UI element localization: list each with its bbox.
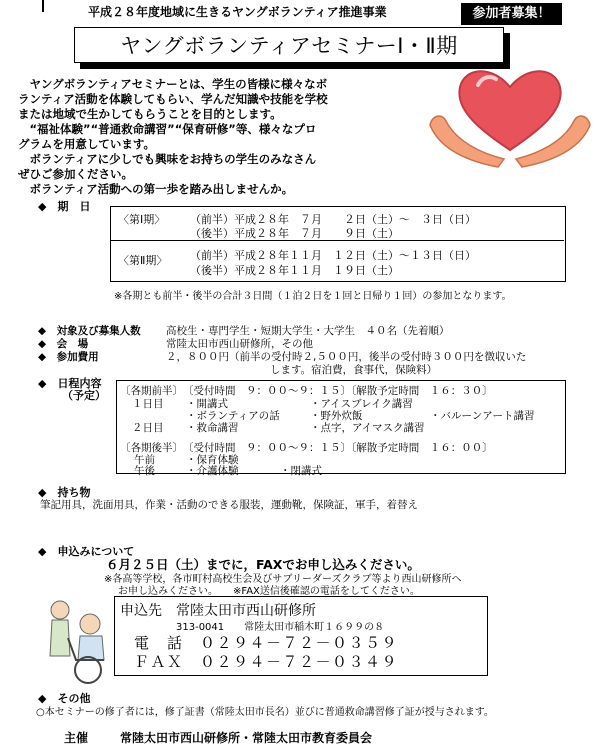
schedule-first-header: 〔各期前半〕 〔受付時間 ９：００～９：１５〕〔解散予定時間 １６：３０〕 bbox=[120, 385, 493, 397]
intro-line: ヤングボランティアセミナーとは、学生の皆様に様々なボ bbox=[18, 77, 328, 91]
day1-outdoor-cooking: ・野外炊飯 bbox=[310, 410, 363, 422]
program-line: 平成２８年度地域に生きるヤングボランティア推進事業 bbox=[88, 5, 387, 19]
venue-label: ◆ 会 場 bbox=[38, 338, 89, 350]
dates-note: ※各期とも前半・後半の合計３日間（１泊２日を１回と日帰り１回）の参加となります。 bbox=[114, 291, 512, 302]
term2-first: （前半）平成２８年１１月 １２日（土）～１３日（日） bbox=[190, 249, 476, 262]
day1-balloon-art: ・バルーンアート講習 bbox=[430, 410, 535, 422]
tel-label: 電 話 bbox=[134, 634, 184, 652]
heart-icon bbox=[459, 71, 560, 150]
recruitment-badge: 参加者募集！ bbox=[461, 3, 562, 25]
fax-label: ＦＡＸ bbox=[134, 653, 184, 671]
venue-value: 常陸太田市西山研修所，その他 bbox=[166, 338, 313, 350]
items-label: ◆ 持ち物 bbox=[38, 486, 91, 499]
application-deadline: ６月２５日（土）までに，FAXでお申し込みください。 bbox=[106, 557, 420, 572]
schedule-label: ◆ 日程内容 bbox=[38, 377, 102, 390]
am-value: ・保育体験 bbox=[186, 454, 239, 466]
heart-hands-illustration bbox=[420, 55, 600, 175]
other-value: ○本セミナーの修了者には，修了証書（常陸太田市長名）並びに普通救命講習修了証が授与されます。 bbox=[36, 707, 494, 718]
term1-second: （後半）平成２８年 ７月 ９日（土） bbox=[190, 227, 399, 240]
page-title: ヤングボランティアセミナーⅠ・Ⅱ期 bbox=[120, 34, 458, 58]
day1-volunteer-talk: ・ボランティアの話 bbox=[186, 410, 280, 422]
fee-value: ２，８００円（前半の受付時２,５００円，後半の受付時３００円を徴収いた bbox=[166, 351, 527, 363]
term1-name: 〈第Ⅰ期〉 bbox=[118, 213, 166, 226]
day1-label: １日目 bbox=[132, 398, 164, 410]
items-value: 筆記用具，洗面用具，作業・活動のできる服装，運動靴，保険証，軍手，着替え bbox=[40, 499, 418, 511]
term2-second: （後半）平成２８年１１月 １９日（土） bbox=[190, 264, 399, 277]
intro-line: ボランティア活動への第一歩を踏み出しませんか。 bbox=[18, 182, 294, 196]
pm-label: 午後 bbox=[134, 465, 155, 477]
intro-text bbox=[18, 77, 433, 197]
intro-line: ランティア活動を体験してもらい、学んだ知識や技能を学校 bbox=[18, 92, 328, 106]
organizer-value: 常陸太田市西山研修所・常陸太田市教育委員会 bbox=[120, 731, 373, 745]
intro-line: “福祉体験”“普通救命講習”“保育研修”等、様々なプロ bbox=[18, 122, 317, 136]
top-rule bbox=[42, 0, 44, 12]
organizer-label: 主催 bbox=[64, 731, 89, 745]
pm-closing: ・閉講式 bbox=[280, 465, 322, 477]
am-label: 午前 bbox=[134, 454, 155, 466]
term1-first: （前半）平成２８年 ７月 ２日（土）～ ３日（日） bbox=[190, 213, 476, 226]
application-line1: ※各高等学校，各市町村高校生会及びサブリーダーズクラブ等より西山研修所へ bbox=[104, 574, 462, 585]
target-value: 高校生・専門学生・短期大学生・大学生 ４０名（先着順） bbox=[166, 325, 450, 337]
intro-line: グラムを用意しています。 bbox=[18, 137, 155, 151]
wheelchair-illustration bbox=[42, 590, 120, 686]
target-label: ◆ 対象及び募集人数 bbox=[38, 325, 141, 337]
application-address: 313-0041 常陸太田市稲木町１６９９の８ bbox=[176, 622, 385, 633]
day2-label: ２日目 bbox=[132, 422, 164, 434]
tel-value: ０２９４－７２－０３５９ bbox=[200, 634, 399, 652]
day1-opening: ・開講式 bbox=[186, 398, 228, 410]
term2-name: 〈第Ⅱ期〉 bbox=[118, 254, 168, 267]
day2-lifesaving: ・救命講習 bbox=[186, 422, 239, 434]
fax-value: ０２９４－７２－０３４９ bbox=[200, 653, 399, 671]
intro-line: ボランティアに少しでも興味をお持ちの学生のみなさん bbox=[18, 152, 317, 166]
application-label: ◆ 申込みについて bbox=[38, 545, 135, 558]
intro-line: ぜひご参加ください。 bbox=[18, 167, 133, 181]
application-office: 申込先 常陸太田市西山研修所 bbox=[120, 603, 316, 619]
dates-label: ◆ 期 日 bbox=[38, 200, 91, 213]
fee-value-cont: します。宿泊費，食事代，保険料） bbox=[270, 364, 438, 376]
application-line2: お申し込みください。 ※FAX送信後確認の電話をしてください。 bbox=[118, 586, 420, 597]
day1-icebreak: ・アイスブレイク講習 bbox=[310, 398, 413, 410]
day2-braille: ・点字，アイマスク講習 bbox=[310, 422, 425, 434]
fee-label: ◆ 参加費用 bbox=[38, 351, 99, 363]
other-label: ◆ その他 bbox=[38, 692, 91, 705]
schedule-label-note: （予定） bbox=[62, 389, 106, 402]
intro-line: または地域で生かしてもらうことを目的とします。 bbox=[18, 107, 282, 121]
pm-value: ・介護体験 bbox=[186, 465, 239, 477]
schedule-second-header: 〔各期後半〕 〔受付時間 ９：００～９：１５〕〔解散予定時間 １６：００〕 bbox=[120, 442, 493, 454]
